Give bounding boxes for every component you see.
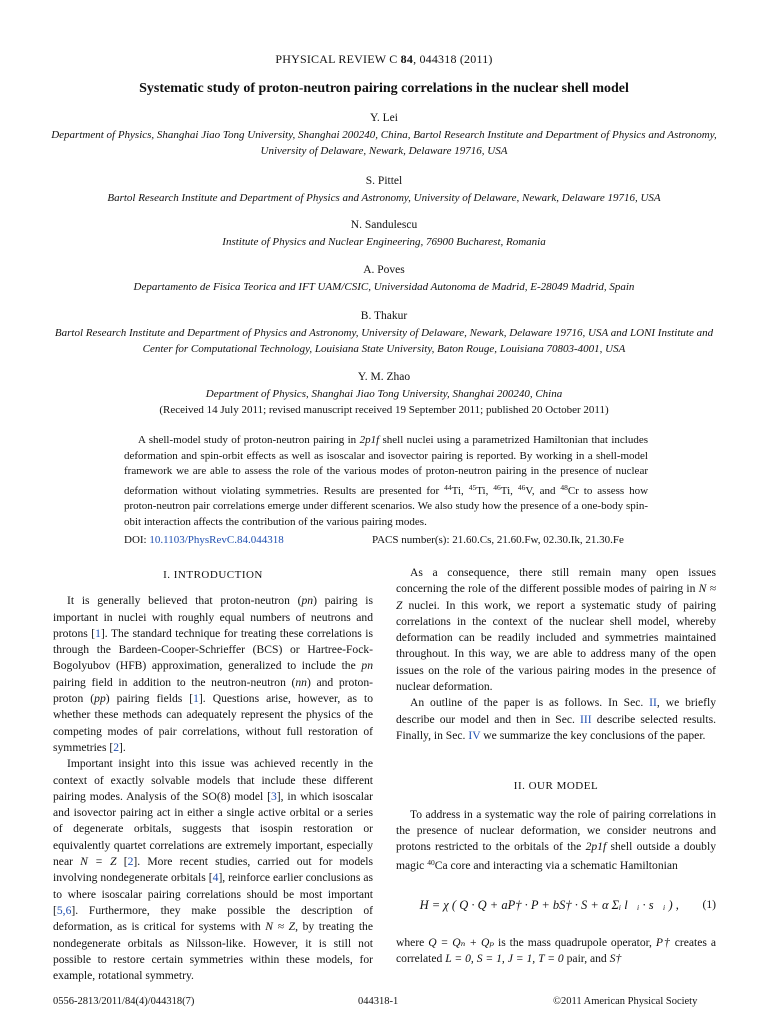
text: shell outside a doubly magic — [396, 840, 716, 873]
section-link[interactable]: II — [649, 696, 657, 710]
text: [ — [116, 855, 128, 869]
doi-line — [124, 534, 284, 546]
author-affiliation: Department of Physics, Shanghai Jiao Tong University, Shanghai 200240, China, Bartol Research Institute and Department of Physics and Astronomy, University of Delaware, Newark, Delaware 19716, USA — [51, 129, 717, 157]
nucleus-symbol: Ti — [451, 484, 462, 497]
math: pn — [361, 659, 373, 673]
math: S† — [609, 952, 622, 966]
nucleus-mass: 46 — [493, 482, 501, 492]
author-name: Y. Lei — [370, 112, 398, 124]
citation-link[interactable]: 5,6 — [56, 903, 72, 917]
nucleus-mass: 46 — [517, 482, 526, 492]
abstract-text: shell nuclei using a parametrized Hamiltonian that includes deformation and spin-orbit effects as well as isoscalar and isovector pairing is reported. By working in a shell-model framework we are able to assess the role of the various modes of proton-neutron pairing in the presence of nuclear deformation without violating symmetries. Results are presented for — [124, 434, 649, 497]
text: As a consequence, there still remain many open issues concerning the role of the different possible modes of pairing in — [396, 566, 716, 596]
citation-link[interactable]: 2 — [113, 740, 120, 754]
intro-paragraph-3 — [396, 565, 716, 695]
model-paragraph-1 — [396, 807, 716, 875]
journal-volume: 84 — [400, 52, 414, 66]
section-heading-introduction: I. INTRODUCTION — [163, 569, 263, 581]
author-block-6 — [40, 371, 728, 418]
text: ]. Furthermore, they make possible the description of deformation, as is critical for systems with — [53, 903, 373, 934]
author-affiliation: Bartol Research Institute and Department of Physics and Astronomy, University of Delaware, Newark, Delaware 19716, USA — [107, 192, 661, 204]
author-block-5 — [40, 310, 728, 357]
math: 2p1f — [585, 840, 607, 854]
abstract-text: A shell-model study of proton-neutron pairing in — [138, 434, 360, 446]
text: is the mass quadrupole operator, — [494, 935, 656, 949]
hamiltonian-formula: H = χ ( Q · Q + aP† · P + bS† · S + α Σᵢ l⃗ᵢ · s⃗ᵢ ) , — [419, 897, 679, 912]
footer-issn: 0556-2813/2011/84(4)/044318(7) — [53, 996, 195, 1007]
footer-page-number: 044318-1 — [358, 996, 399, 1007]
nucleus-symbol: Ti — [500, 484, 511, 497]
author-name: N. Sandulescu — [350, 219, 418, 231]
text: where — [396, 935, 429, 949]
citation-link[interactable]: 4 — [212, 871, 219, 885]
math: L = 0, S = 1, J = 1, T = 0 — [445, 952, 564, 966]
intro-paragraph-1 — [53, 593, 373, 756]
nucleus-symbol: Cr — [567, 484, 579, 497]
section-link[interactable]: III — [580, 712, 592, 726]
author-affiliation: Bartol Research Institute and Department of Physics and Astronomy, University of Delaware, Newark, Delaware 19716, USA and LONI Institute and Center for Computational Technology, Louisiana State University, Baton Rouge, Louisiana 70803-4001, USA — [54, 327, 714, 355]
equation-number: (1) — [702, 897, 716, 911]
section-heading-model: II. OUR MODEL — [513, 780, 599, 793]
math: N ≈ Z — [265, 920, 296, 934]
text: ]. More recent studies, carried out for models involving nondegenerate orbitals [ — [53, 855, 373, 885]
text: pairing field in addition to the neutron-neutron ( — [53, 675, 296, 689]
journal-issue: , 044318 (2011) — [413, 52, 493, 66]
doi-label: DOI: — [124, 534, 150, 546]
text: , we briefly describe our model and then in Sec. — [396, 696, 716, 726]
model-paragraph-2 — [396, 935, 716, 968]
math: nn — [295, 675, 307, 689]
nucleus-mass: 44 — [444, 482, 452, 492]
math: Q = Qₙ + Qₚ — [428, 935, 495, 949]
abstract-text: to assess how proton-neutron pair correlations emerge under different scenarios. We also study how the presence of a one-body spin-obit interaction affects the contribution of the various pairing modes. — [124, 484, 649, 528]
intro-paragraph-4 — [396, 695, 716, 744]
journal-header — [0, 52, 768, 67]
doi-link[interactable]: 10.1103/PhysRevC.84.044318 — [149, 534, 284, 546]
citation-link[interactable]: 1 — [95, 626, 101, 640]
text: Ca core and interacting via a schematic Hamiltonian — [434, 859, 678, 873]
mass-number: 40 — [427, 858, 435, 868]
author-name: A. Poves — [363, 264, 405, 276]
author-block-1 — [40, 112, 728, 159]
text: It is generally believed that proton-neutron ( — [67, 594, 302, 608]
nucleus-mass: 45 — [468, 482, 477, 492]
paper-title: Systematic study of proton-neutron pairing correlations in the nuclear shell model — [139, 81, 629, 96]
text: ]. Questions arise, however, as to whether these methods can adequately represent the physics of the competing modes of pair correlations, without full restoration of symmetries [ — [53, 692, 373, 754]
text: pair, and — [563, 952, 610, 966]
nucleus-symbol: V — [525, 484, 532, 497]
text: creates a correlated — [396, 935, 716, 966]
intro-paragraph-2 — [53, 756, 373, 984]
text: nuclei. In this work, we report a systematic study of pairing correlations in the context of the nuclear shell model, whereby deformation can be readily included and symmetries maintained throughout. In this way, we are able to address many of the open issues on the role of the various pairing modes in the presence of nuclear deformation. — [396, 598, 716, 694]
text: Important insight into this issue was achieved recently in the context of exactly solvable models that include these different pairing modes. Analysis of the SO(8) model [ — [53, 757, 373, 803]
received-dates: (Received 14 July 2011; revised manuscript received 19 September 2011; published 20 October 2011) — [159, 404, 609, 416]
nucleus-sep: , — [485, 484, 494, 497]
text: ]. — [119, 740, 126, 754]
text: An outline of the paper is as follows. In Sec. — [410, 696, 650, 710]
text: To address in a systematic way the role of pairing correlations in the presence of nuclear deformation, we consider neutrons and protons restricted to the orbitals of the — [396, 807, 716, 854]
author-block-2 — [40, 175, 728, 206]
math: N = Z — [80, 855, 117, 869]
author-affiliation: Institute of Physics and Nuclear Engineering, 76900 Bucharest, Romania — [222, 236, 546, 248]
math: P† — [655, 935, 671, 949]
citation-link[interactable]: 1 — [193, 692, 199, 706]
citation-link[interactable]: 2 — [127, 855, 134, 869]
equation-1 — [396, 879, 716, 931]
author-name: S. Pittel — [365, 175, 403, 187]
nucleus-symbol: Ti — [476, 484, 486, 497]
text: ], reinforce earlier conclusions as to where isoscalar pairing correlations should be most important [ — [53, 871, 373, 917]
author-affiliation: Departamento de Fisica Teorica and IFT UAM/CSIC, Universidad Autonoma de Madrid, E-28049 Madrid, Spain — [133, 281, 635, 293]
author-name: B. Thakur — [360, 310, 408, 322]
text: ]. The standard technique for treating these correlations is through the Bardeen-Cooper-Schrieffer (BCS) or Hartree-Fock-Bogolyubov (HFB) approximation, generalized to include the — [53, 626, 373, 673]
text: describe selected results. Finally, in Sec. — [396, 712, 716, 742]
nucleus-sep: , — [510, 484, 518, 497]
section-link[interactable]: IV — [468, 728, 481, 742]
text: ], in which isoscalar and isovector pairing act in either a single active orbital or a series of degenerate orbitals, suggests that isospin restoration or equivalently quartet correlations are extremely important, especially near — [53, 789, 373, 869]
text: ) pairing fields [ — [105, 692, 194, 706]
math: N ≈ Z — [396, 582, 716, 612]
text: ) pairing is important in nuclei with roughly equal numbers of neutrons and protons [ — [53, 594, 373, 640]
nucleus-sep: , — [461, 484, 469, 497]
math: pp — [94, 692, 106, 706]
pacs-numbers: PACS number(s): 21.60.Cs, 21.60.Fw, 02.30.Ik, 21.30.Fe — [372, 534, 624, 546]
text: , by treating the nondegenerate orbitals as Nilsson-like. However, it is still not possible to restore certain symmetries within these models, for example, rotational symmetry. — [53, 920, 373, 983]
nucleus-sep: , and — [531, 484, 561, 497]
left-column — [53, 567, 373, 984]
journal-name: PHYSICAL REVIEW C — [275, 52, 398, 66]
math: pn — [301, 594, 314, 608]
text: we summarize the key conclusions of the paper. — [480, 728, 706, 742]
author-block-3 — [40, 219, 728, 250]
nucleus-mass: 48 — [560, 482, 568, 492]
citation-link[interactable]: 3 — [270, 789, 277, 803]
author-block-4 — [40, 264, 728, 295]
author-name: Y. M. Zhao — [357, 371, 411, 383]
abstract — [124, 433, 648, 531]
footer-copyright: ©2011 American Physical Society — [553, 996, 698, 1007]
author-affiliation: Department of Physics, Shanghai Jiao Tong University, Shanghai 200240, China — [205, 388, 563, 400]
right-column — [396, 565, 716, 967]
abstract-orbital: 2p1f — [359, 434, 380, 446]
text: ) and proton-proton ( — [53, 675, 373, 706]
